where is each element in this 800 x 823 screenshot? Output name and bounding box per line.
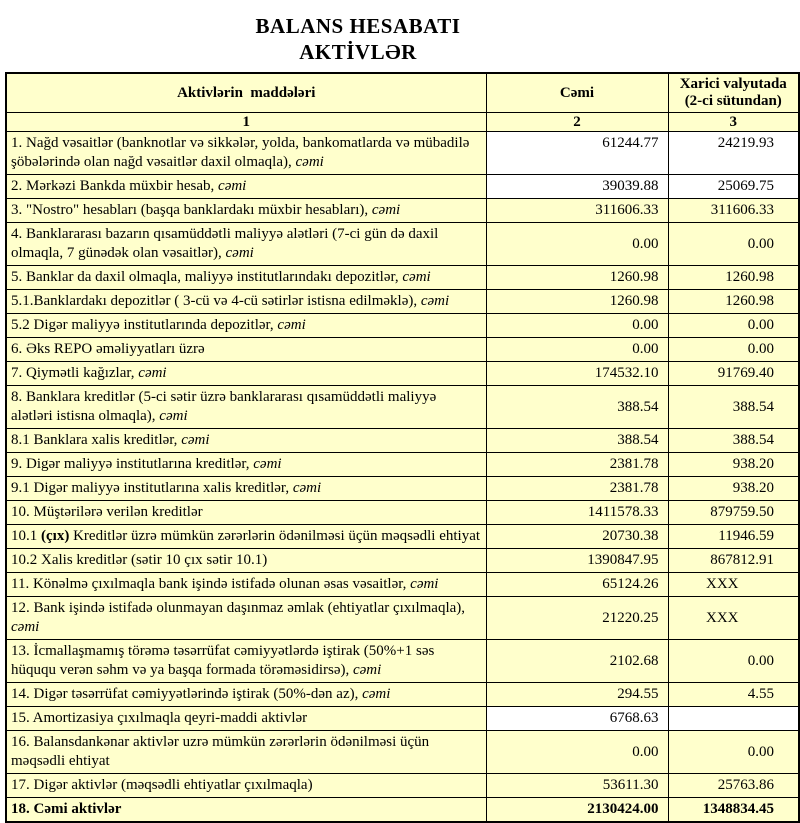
table-row bbox=[6, 386, 799, 429]
cell-total: 1260.98 bbox=[486, 266, 668, 290]
table-row bbox=[6, 290, 799, 314]
cell-foreign: 0.00 bbox=[668, 338, 799, 362]
cell-total: 21220.25 bbox=[486, 597, 668, 640]
column-number-total: 2 bbox=[486, 113, 668, 132]
row-label-text: cəmi bbox=[11, 619, 40, 635]
row-label-text: 14. Digər təsərrüfat cəmiyyətlərində iştirak (50%-dən az), bbox=[11, 686, 363, 702]
row-label bbox=[6, 429, 486, 453]
row-label bbox=[6, 175, 486, 199]
cell-total: 6768.63 bbox=[486, 707, 668, 731]
table-row bbox=[6, 266, 799, 290]
cell-total: 311606.33 bbox=[486, 199, 668, 223]
row-label bbox=[6, 290, 486, 314]
header-row bbox=[6, 73, 799, 113]
row-label-text: 9.1 Digər maliyyə institutlarına xalis kreditlər, bbox=[11, 480, 293, 496]
row-label bbox=[6, 707, 486, 731]
cell-foreign: 879759.50 bbox=[668, 501, 799, 525]
table-row bbox=[6, 477, 799, 501]
row-label-text: 9. Digər maliyyə institutlarına kreditlər, bbox=[11, 456, 254, 472]
row-label-text: 7. Qiymətli kağızlar, bbox=[11, 365, 139, 381]
cell-total: 53611.30 bbox=[486, 774, 668, 798]
row-label-text: 8. Banklara kreditlər (5-ci sətir üzrə banklararası qısamüddətli maliyyə alətləri istisna olmaqla), bbox=[11, 389, 437, 424]
row-label bbox=[6, 731, 486, 774]
cell-foreign: XXX bbox=[668, 597, 799, 640]
row-label bbox=[6, 597, 486, 640]
cell-foreign: 1260.98 bbox=[668, 290, 799, 314]
row-label-text: 12. Bank işində istifadə olunmayan daşınmaz əmlak (ehtiyatlar çıxılmaqla), bbox=[11, 600, 466, 616]
cell-total: 2130424.00 bbox=[486, 798, 668, 823]
cell-foreign: 388.54 bbox=[668, 429, 799, 453]
cell-total: 174532.10 bbox=[486, 362, 668, 386]
table-row bbox=[6, 453, 799, 477]
row-label-text: 6. Əks REPO əməliyyatları üzrə bbox=[11, 341, 205, 357]
cell-foreign: 938.20 bbox=[668, 453, 799, 477]
row-label-text: 10. Müştərilərə verilən kreditlər bbox=[11, 504, 203, 520]
row-label bbox=[6, 314, 486, 338]
report-title-line2: AKTİVLƏR bbox=[299, 40, 417, 64]
cell-total: 61244.77 bbox=[486, 132, 668, 175]
table-row bbox=[6, 774, 799, 798]
row-label bbox=[6, 386, 486, 429]
row-label-text: cəmi bbox=[181, 432, 210, 448]
report-title bbox=[0, 0, 716, 65]
row-label-text: 16. Balansdankənar aktivlər uzrə mümkün zərərlərin ödənilməsi üçün məqsədli ehtiyat bbox=[11, 734, 430, 769]
cell-foreign: 388.54 bbox=[668, 386, 799, 429]
row-label-text: cəmi bbox=[253, 456, 282, 472]
cell-total: 0.00 bbox=[486, 338, 668, 362]
cell-foreign bbox=[668, 707, 799, 731]
row-label bbox=[6, 640, 486, 683]
row-label-text: 1. Nağd vəsaitlər (banknotlar və sikkələr, yolda, bankomatlarda və mübadilə şöbələrində olan nağd vəsaitlər daxil olmaqla), bbox=[11, 135, 470, 170]
balance-table bbox=[5, 72, 800, 823]
cell-total: 0.00 bbox=[486, 314, 668, 338]
row-label bbox=[6, 453, 486, 477]
column-header-total: Cəmi bbox=[486, 73, 668, 113]
column-number-foreign: 3 bbox=[668, 113, 799, 132]
table-row bbox=[6, 429, 799, 453]
cell-total: 2381.78 bbox=[486, 453, 668, 477]
row-label-text: 8.1 Banklara xalis kreditlər, bbox=[11, 432, 182, 448]
cell-foreign: 4.55 bbox=[668, 683, 799, 707]
report-title-line1: BALANS HESABATI bbox=[255, 14, 461, 38]
row-label-text: 5.1.Banklardakı depozitlər ( 3-cü və 4-cü sətirlər istisna edilməklə), bbox=[11, 293, 421, 309]
table-row bbox=[6, 707, 799, 731]
row-label-text: cəmi bbox=[138, 365, 167, 381]
row-label-text: cəmi bbox=[225, 245, 254, 261]
table-row bbox=[6, 573, 799, 597]
table-row bbox=[6, 597, 799, 640]
cell-total: 0.00 bbox=[486, 223, 668, 266]
row-label bbox=[6, 199, 486, 223]
cell-foreign: 25069.75 bbox=[668, 175, 799, 199]
row-label-text: 17. Digər aktivlər (məqsədli ehtiyatlar çıxılmaqla) bbox=[11, 777, 313, 793]
row-label-text: cəmi bbox=[402, 269, 431, 285]
row-label-text: cəmi bbox=[420, 293, 450, 309]
row-label-text: cəmi bbox=[371, 202, 401, 218]
row-label-text: 10.2 Xalis kreditlər (sətir 10 çıx sətir 10.1) bbox=[11, 552, 268, 568]
row-label bbox=[6, 774, 486, 798]
table-body bbox=[6, 132, 799, 823]
row-label bbox=[6, 338, 486, 362]
row-label bbox=[6, 573, 486, 597]
cell-foreign: 0.00 bbox=[668, 640, 799, 683]
table-row bbox=[6, 338, 799, 362]
cell-total: 388.54 bbox=[486, 429, 668, 453]
row-label-text: 4. Banklararası bazarın qısamüddətli maliyyə alətləri (7-ci gün də daxil olmaqla, 7 günədək olan vəsaitlər), bbox=[11, 226, 439, 261]
row-label-text: cəmi bbox=[352, 662, 382, 678]
table-row bbox=[6, 314, 799, 338]
table-row bbox=[6, 798, 799, 823]
row-label-text: 11. Könəlmə çıxılmaqla bank işində istifadə olunan əsas vəsaitlər, bbox=[11, 576, 411, 592]
table-row bbox=[6, 362, 799, 386]
cell-total: 2102.68 bbox=[486, 640, 668, 683]
cell-foreign: 938.20 bbox=[668, 477, 799, 501]
row-label-text: cəmi bbox=[218, 178, 247, 194]
cell-total: 39039.88 bbox=[486, 175, 668, 199]
cell-total: 1390847.95 bbox=[486, 549, 668, 573]
table-row bbox=[6, 549, 799, 573]
table-row bbox=[6, 223, 799, 266]
row-label-text: 2. Mərkəzi Bankda müxbir hesab, bbox=[11, 178, 219, 194]
cell-foreign: 24219.93 bbox=[668, 132, 799, 175]
row-label-text: 10.1 bbox=[11, 528, 41, 544]
row-label bbox=[6, 266, 486, 290]
cell-foreign: 867812.91 bbox=[668, 549, 799, 573]
cell-foreign: 311606.33 bbox=[668, 199, 799, 223]
row-label-text: cəmi bbox=[410, 576, 439, 592]
column-header-foreign: Xarici valyutada (2-ci sütundan) bbox=[668, 73, 799, 113]
row-label-text: Kreditlər üzrə mümkün zərərlərin ödənilməsi üçün məqsədli ehtiyat bbox=[69, 528, 481, 544]
cell-foreign: 1348834.45 bbox=[668, 798, 799, 823]
row-label-text: 5.2 Digər maliyyə institutlarında depozitlər, bbox=[11, 317, 278, 333]
cell-total: 1411578.33 bbox=[486, 501, 668, 525]
row-label-text: cəmi bbox=[159, 408, 188, 424]
row-label-text: 13. İcmallaşmamış törəmə təsərrüfat cəmiyyətlərdə iştirak (50%+1 səs hüququ verən səhm və ya başqa formada törəməsidirsə), bbox=[11, 643, 435, 678]
table-row bbox=[6, 640, 799, 683]
table-row bbox=[6, 683, 799, 707]
cell-total: 294.55 bbox=[486, 683, 668, 707]
row-label bbox=[6, 362, 486, 386]
row-label bbox=[6, 477, 486, 501]
row-label bbox=[6, 798, 486, 823]
table-row bbox=[6, 731, 799, 774]
row-label-text: (çıx) bbox=[41, 528, 70, 544]
row-label-text: 5. Banklar da daxil olmaqla, maliyyə institutlarındakı depozitlər, bbox=[11, 269, 403, 285]
cell-total: 20730.38 bbox=[486, 525, 668, 549]
row-label-text: cəmi bbox=[295, 154, 324, 170]
table-row bbox=[6, 525, 799, 549]
cell-foreign: 1260.98 bbox=[668, 266, 799, 290]
table-row bbox=[6, 132, 799, 175]
cell-foreign: 91769.40 bbox=[668, 362, 799, 386]
row-label bbox=[6, 223, 486, 266]
cell-total: 1260.98 bbox=[486, 290, 668, 314]
table-row bbox=[6, 501, 799, 525]
row-label bbox=[6, 525, 486, 549]
cell-total: 0.00 bbox=[486, 731, 668, 774]
column-number-items: 1 bbox=[6, 113, 486, 132]
row-label-text: cəmi bbox=[362, 686, 391, 702]
cell-foreign: 11946.59 bbox=[668, 525, 799, 549]
row-label bbox=[6, 132, 486, 175]
row-label bbox=[6, 683, 486, 707]
cell-foreign: 0.00 bbox=[668, 223, 799, 266]
row-label bbox=[6, 501, 486, 525]
row-label-text: 3. "Nostro" hesabları (başqa banklardakı müxbir hesabları), bbox=[11, 202, 372, 218]
row-label-text: cəmi bbox=[292, 480, 322, 496]
row-label-text: cəmi bbox=[277, 317, 306, 333]
table-row bbox=[6, 175, 799, 199]
cell-foreign: 0.00 bbox=[668, 314, 799, 338]
cell-foreign: 25763.86 bbox=[668, 774, 799, 798]
cell-total: 2381.78 bbox=[486, 477, 668, 501]
column-header-items: Aktivlərin maddələri bbox=[6, 73, 486, 113]
row-label-text: 18. Cəmi aktivlər bbox=[11, 801, 122, 817]
cell-total: 388.54 bbox=[486, 386, 668, 429]
cell-foreign: XXX bbox=[668, 573, 799, 597]
table-row bbox=[6, 199, 799, 223]
row-label-text: 15. Amortizasiya çıxılmaqla qeyri-maddi aktivlər bbox=[11, 710, 308, 726]
cell-foreign: 0.00 bbox=[668, 731, 799, 774]
cell-total: 65124.26 bbox=[486, 573, 668, 597]
column-number-row bbox=[6, 113, 799, 132]
row-label bbox=[6, 549, 486, 573]
